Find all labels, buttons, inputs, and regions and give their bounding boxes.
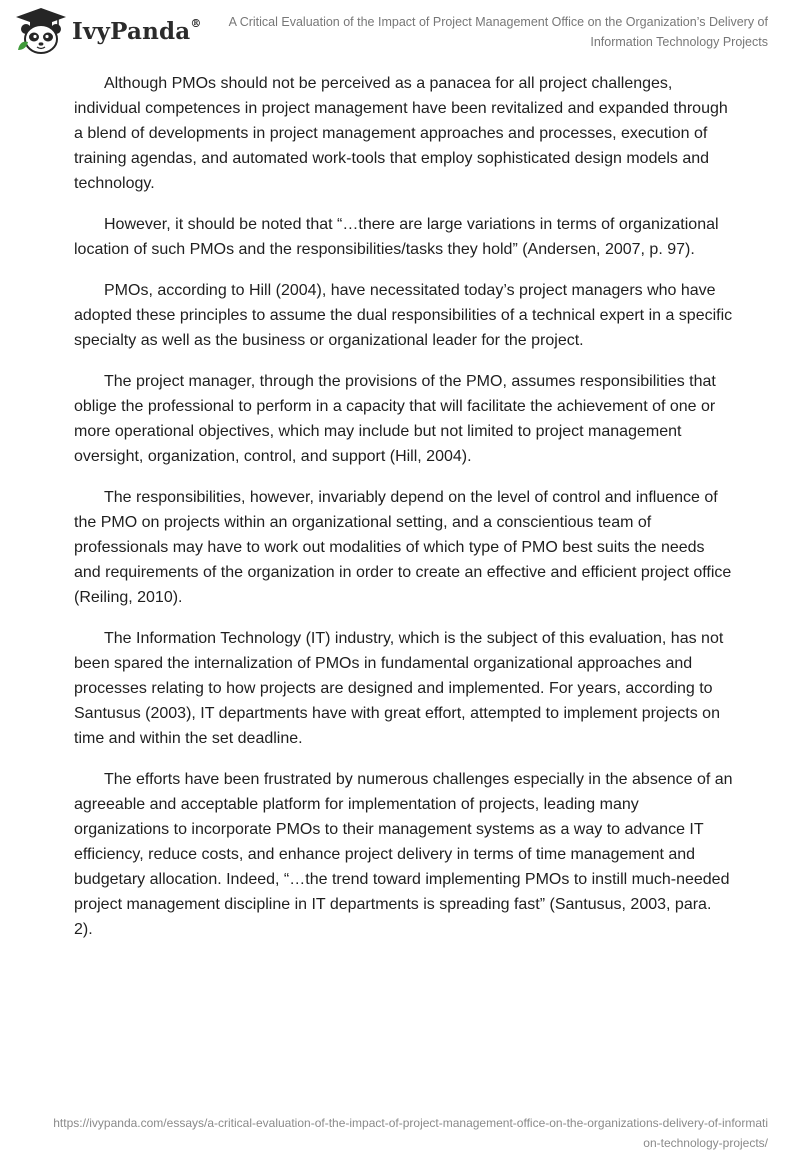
paragraph-4: The project manager, through the provisions of the PMO, assumes responsibilities that oblige the professional to perform in a capacity that will facilitate the achievement of one or more operational objectives, which may include but not limited to project management oversight, organization, control, and support (Hill, 2004). [74, 373, 716, 465]
paragraph-7: The efforts have been frustrated by numerous challenges especially in the absence of an agreeable and acceptable platform for implementation of projects, leading many organizations to incorporate PMOs to their management systems as a way to advance IT efficiency, reduce costs, and enhance project delivery in terms of time management and budgetary allocation. Indeed, “…the trend toward implementing PMOs to instill much-needed project management discipline in IT departments is spreading fast” (Santusus, 2003, para. 2). [74, 771, 733, 938]
paragraph-6: The Information Technology (IT) industry, which is the subject of this evaluation, has not been spared the internalization of PMOs in fundamental organizational approaches and processes relating to how projects are designed and implemented. For years, according to Santusus (2003), IT departments have with great effort, attempted to implement projects on time and within the set deadline. [74, 630, 724, 747]
paragraph-3: PMOs, according to Hill (2004), have necessitated today’s project managers who have adopted these principles to assume the dual responsibilities of a technical expert in a specific specialty as well as the business or organizational leader for the project. [74, 282, 733, 349]
paragraph-5: The responsibilities, however, invariably depend on the level of control and influence of the PMO on projects within an organizational setting, and a conscientious team of professionals may have to work out modalities of which type of PMO best suits the needs and requirements of the organization in order to create an effective and efficient project office (Reiling, 2010). [74, 489, 732, 606]
registered-mark: ® [190, 16, 202, 30]
essay-body [74, 71, 734, 958]
brand-text: IvyPanda [72, 17, 191, 45]
paragraph-1: Although PMOs should not be perceived as a panacea for all project challenges, individual competences in project management have been revitalized and expanded through a blend of developments in project management approaches and processes, execution of training agendas, and automated work-tools that employ sophisticated design models and technology. [74, 75, 728, 192]
source-url[interactable]: https://ivypanda.com/essays/a-critical-evaluation-of-the-impact-of-project-management-office-on-the-organizations-delivery-of-information-technology-projects/ [53, 1116, 768, 1150]
paragraph-2: However, it should be noted that “…there are large variations in terms of organizational location of such PMOs and the responsibilities/tasks they hold” (Andersen, 2007, p. 97). [74, 216, 719, 258]
document-title: A Critical Evaluation of the Impact of Project Management Office on the Organization’s Delivery of Information Technology Projects [228, 15, 768, 49]
panda-graduation-cap-icon [14, 6, 68, 56]
page-header [0, 0, 800, 60]
